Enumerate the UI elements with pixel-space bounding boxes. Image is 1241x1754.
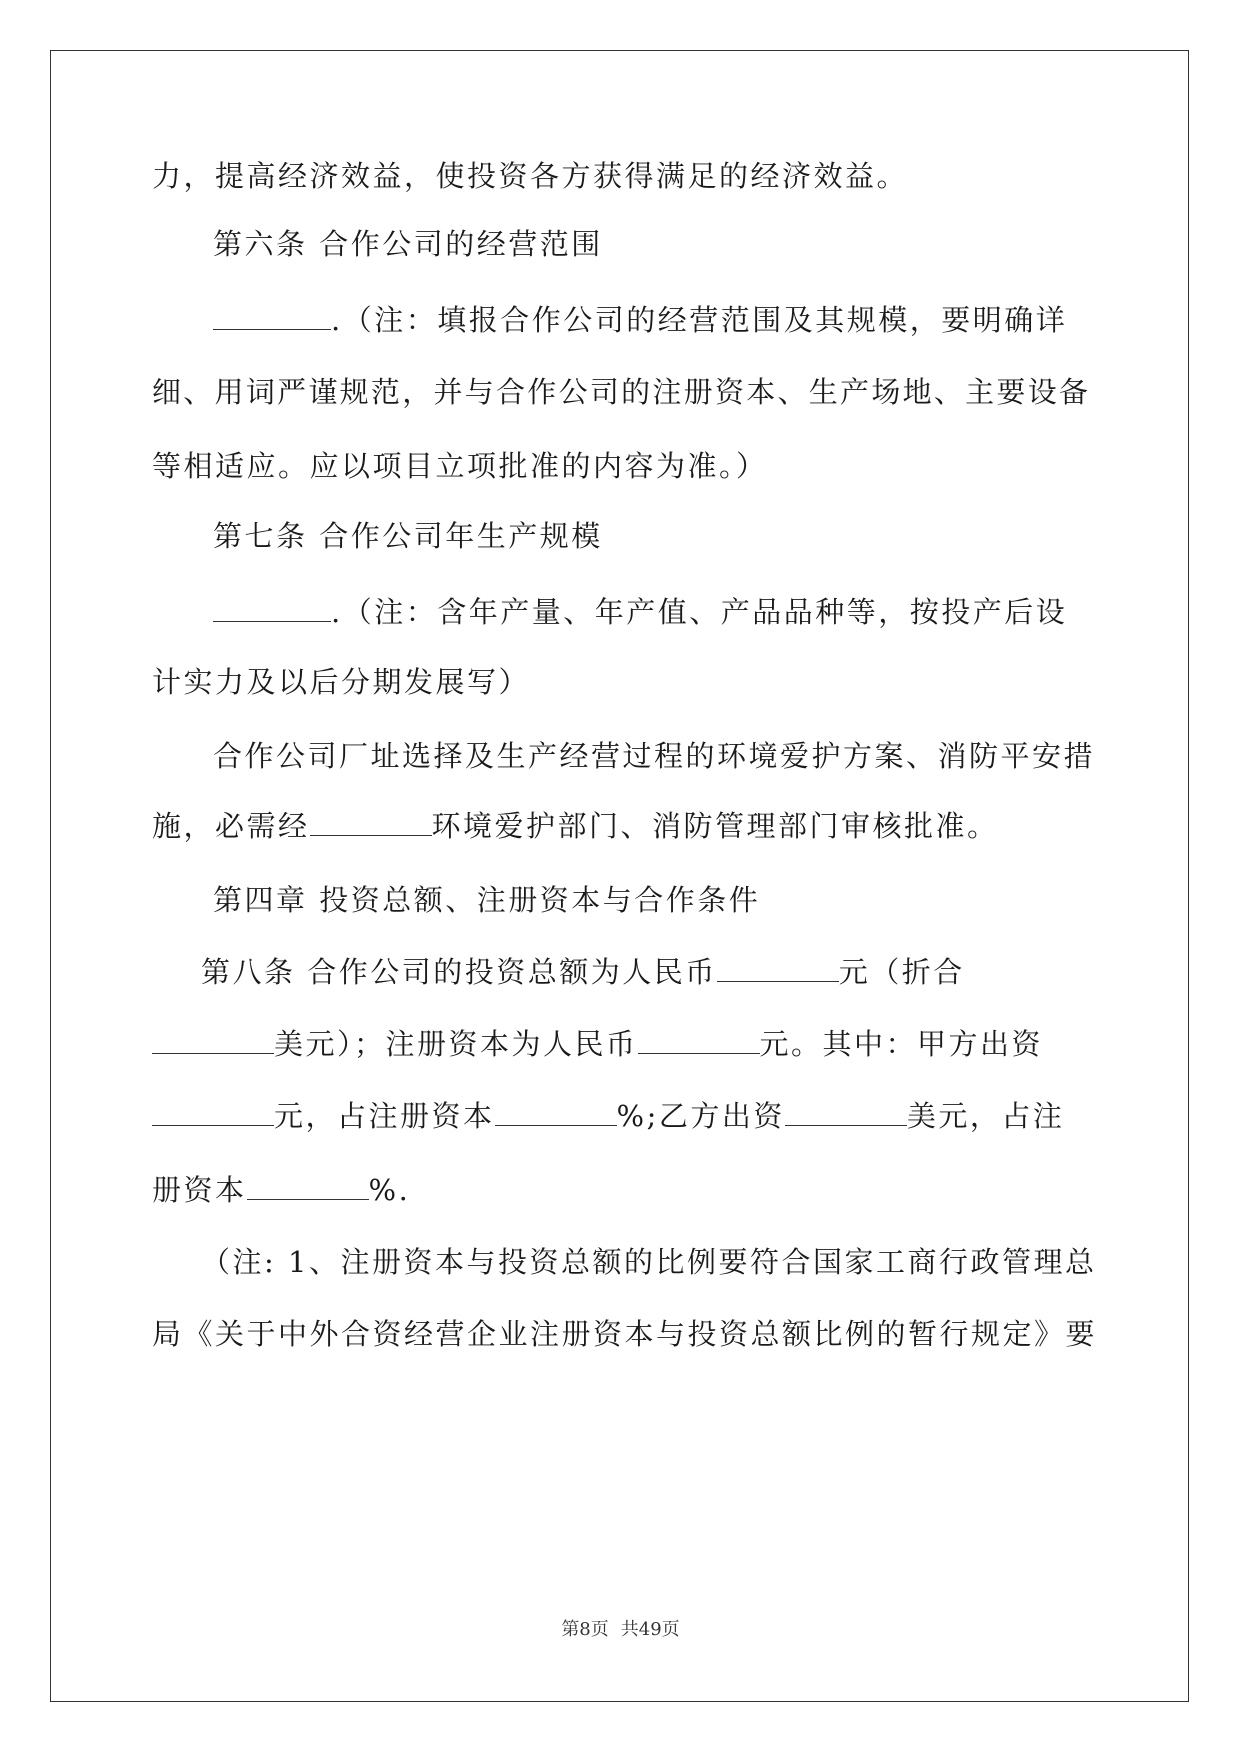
note-line-1: （注: 1、注册资本与投资总额的比例要符合国家工商行政管理总 bbox=[201, 1245, 1097, 1279]
paragraph-line-13 bbox=[152, 1026, 1043, 1062]
chapter-4-heading: 第四章 投资总额、注册资本与合作条件 bbox=[213, 883, 761, 917]
page-total: 共49页 bbox=[620, 1619, 680, 1640]
paragraph-line-3 bbox=[213, 302, 1067, 338]
text-segment: %;乙方出资 bbox=[616, 1099, 785, 1133]
blank-field bbox=[785, 1101, 907, 1126]
blank-field bbox=[152, 1029, 274, 1054]
paragraph-line-9: 合作公司厂址选择及生产经营过程的环境爱护方案、消防平安措 bbox=[213, 739, 1096, 773]
paragraph-line-15 bbox=[152, 1172, 410, 1208]
paragraph-line-14 bbox=[152, 1098, 1064, 1134]
text-segment: 第八条 合作公司的投资总额为人民币 bbox=[201, 955, 717, 989]
text-segment: 册资本 bbox=[152, 1173, 247, 1207]
text-segment: 元（折合 bbox=[838, 955, 965, 989]
blank-field bbox=[310, 811, 432, 836]
text-segment: 元。其中：甲方出资 bbox=[759, 1027, 1044, 1061]
blank-field bbox=[638, 1029, 760, 1054]
blank-field bbox=[247, 1175, 369, 1200]
paragraph-line-7 bbox=[213, 594, 1067, 630]
paragraph-line-8: 计实力及以后分期发展写） bbox=[152, 665, 531, 699]
blank-field bbox=[152, 1101, 274, 1126]
blank-field bbox=[495, 1101, 617, 1126]
text-segment: 美元）；注册资本为人民币 bbox=[274, 1027, 638, 1061]
article-7-heading: 第七条 合作公司年生产规模 bbox=[213, 519, 603, 553]
text-segment: %. bbox=[368, 1173, 411, 1207]
text-segment: 施，必需经 bbox=[152, 809, 310, 843]
blank-field bbox=[717, 957, 839, 982]
paragraph-line-1: 力，提高经济效益，使投资各方获得满足的经济效益。 bbox=[152, 159, 909, 193]
text-segment: 美元，占注 bbox=[906, 1099, 1065, 1133]
page-border bbox=[50, 50, 1189, 1702]
text-segment: 元，占注册资本 bbox=[274, 1099, 495, 1133]
text-segment: 环境爱护部门、消防管理部门审核批准。 bbox=[431, 809, 999, 843]
paragraph-line-10 bbox=[152, 808, 999, 844]
note-line-2: 局《关于中外合资经营企业注册资本与投资总额比例的暂行规定》要 bbox=[152, 1317, 1098, 1351]
blank-field bbox=[213, 305, 331, 330]
paragraph-line-4: 细、用词严谨规范，并与合作公司的注册资本、生产场地、主要设备 bbox=[152, 375, 1088, 409]
note-text: .（注：填报合作公司的经营范围及其规模，要明确详 bbox=[331, 303, 1068, 337]
article-8-line bbox=[201, 954, 965, 990]
article-6-heading: 第六条 合作公司的经营范围 bbox=[213, 227, 603, 261]
paragraph-line-5: 等相适应。应以项目立项批准的内容为准。） bbox=[152, 449, 768, 483]
page-number: 第8页 bbox=[561, 1619, 609, 1640]
note-text: .（注：含年产量、年产值、产品品种等，按投产后设 bbox=[331, 595, 1068, 629]
blank-field bbox=[213, 597, 331, 622]
page-footer bbox=[0, 1615, 1241, 1641]
